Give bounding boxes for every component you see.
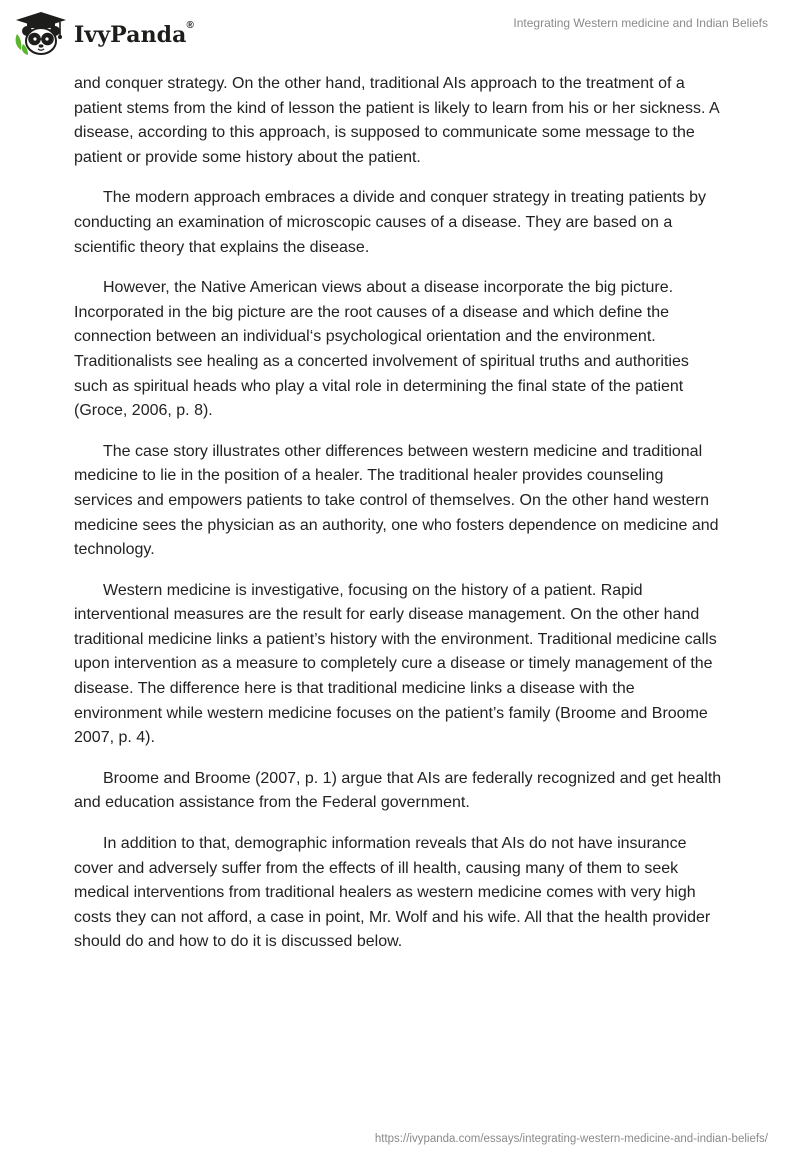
- paragraph: The case story illustrates other differences between western medicine and traditional medicine to lie in the position of a healer. The traditional healer provides counseling services and empowers patients to take control of themselves. On the other hand western medicine sees the physician as an authority, one who fosters dependence on medicine and technology.: [74, 442, 719, 559]
- essay-body: [74, 72, 726, 971]
- page-header: [0, 0, 800, 70]
- paragraph: In addition to that, demographic information reveals that AIs do not have insurance cover and adversely suffer from the effects of ill health, causing many of them to seek medical interventions from traditional healers as western medicine comes with very high costs they can not afford, a case in point, Mr. Wolf and his wife. All that the health provider should do and how to do it is discussed below.: [74, 835, 711, 951]
- registered-mark: ®: [186, 20, 194, 31]
- panda-graduate-icon: [14, 10, 68, 56]
- paragraph: Western medicine is investigative, focusing on the history of a patient. Rapid interventional measures are the result for early disease management. On the other hand traditional medicine links a patient’s history with the environment. Traditional medicine calls upon intervention as a measure to completely cure a disease or timely management of the disease. The difference here is that traditional medicine links a disease with the environment while western medicine focuses on the patient’s family (Broome and Broome 2007, p. 4).: [74, 581, 717, 747]
- brand-name: [74, 22, 194, 48]
- source-url-link[interactable]: https://ivypanda.com/essays/integrating-western-medicine-and-indian-beliefs/: [374, 1133, 768, 1145]
- document-running-title: Integrating Western medicine and Indian Beliefs: [513, 16, 768, 30]
- brand-name-text: IvyPanda: [74, 22, 187, 48]
- paragraph: Broome and Broome (2007, p. 1) argue that AIs are federally recognized and get health and education assistance from the Federal government.: [74, 769, 722, 812]
- paragraph: The modern approach embraces a divide and conquer strategy in treating patients by conducting an examination of microscopic causes of a disease. They are based on a scientific theory that explains the disease.: [74, 189, 707, 256]
- paragraph-continued: and conquer strategy. On the other hand, traditional AIs approach to the treatment of a patient stems from the kind of lesson the patient is likely to learn from his or her sickness. A disease, according to this approach, is supposed to communicate some message to the patient or provide some history about the patient.: [74, 75, 719, 166]
- paragraph: However, the Native American views about a disease incorporate the big picture. Incorporated in the big picture are the root causes of a disease and which define the connection between an individual‘s psychological orientation and the environment. Traditionalists see healing as a concerted involvement of spiritual truths and authorities such as spiritual heads who play a vital role in determining the final state of the patient (Groce, 2006, p. 8).: [74, 279, 689, 420]
- ivypanda-logo[interactable]: [14, 10, 194, 56]
